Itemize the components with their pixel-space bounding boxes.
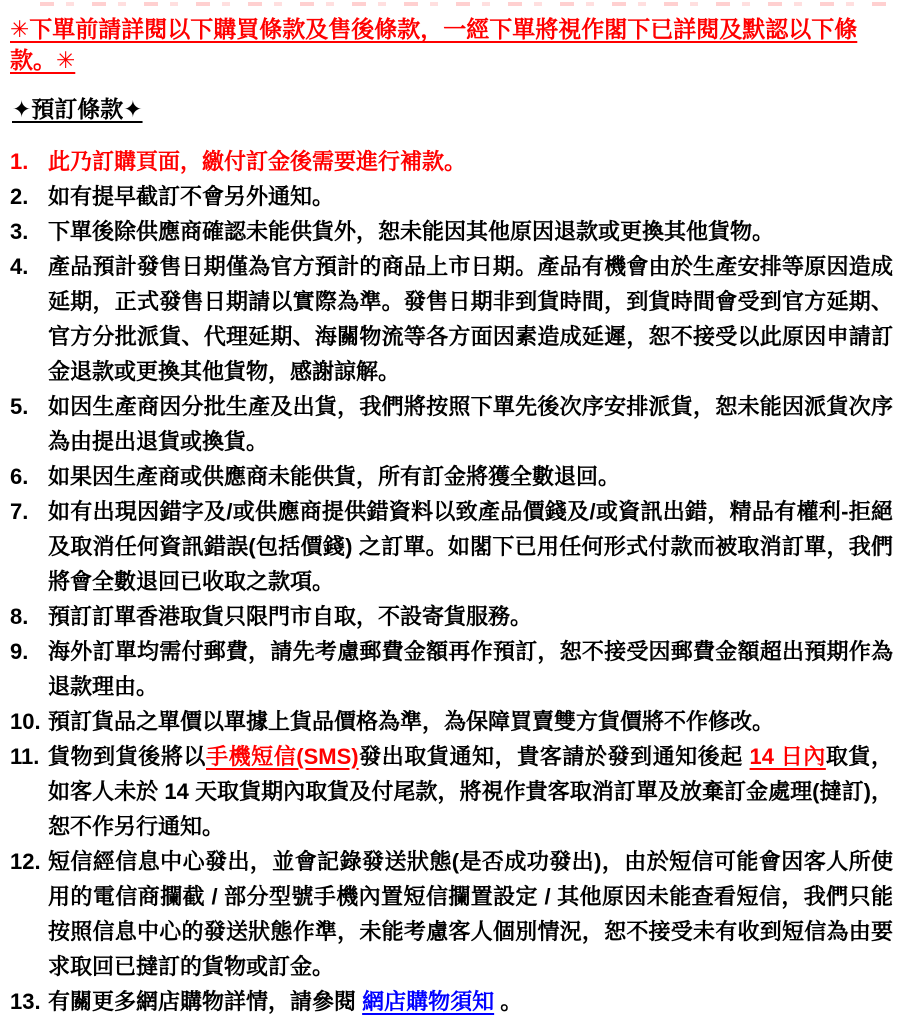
term-segment: 如有提早截訂不會另外通知。 bbox=[48, 184, 335, 209]
term-text bbox=[48, 249, 893, 389]
cropped-text-strip bbox=[40, 2, 887, 6]
term-number: 7. bbox=[10, 499, 29, 524]
term-text bbox=[48, 389, 893, 459]
term-number: 4. bbox=[10, 254, 29, 279]
term-segment: 如因生產商因分批生產及出貨，我們將按照下單先後次序安排派貨，恕未能因派貨次序為由提出退貨或換貨。 bbox=[48, 394, 893, 454]
term-item bbox=[10, 249, 893, 389]
term-item bbox=[10, 494, 893, 599]
term-number: 5. bbox=[10, 394, 29, 419]
term-segment: 貨物到貨後將以 bbox=[48, 744, 206, 769]
term-item bbox=[10, 179, 893, 214]
term-segment: 預訂貨品之單價以單據上貨品價格為準，為保障買賣雙方貨價將不作修改。 bbox=[48, 709, 775, 734]
term-number: 3. bbox=[10, 219, 29, 244]
term-segment: 產品預計發售日期僅為官方預計的商品上市日期。產品有機會由於生產安排等原因造成延期，正式發售日期請以實際為準。發售日期非到貨時間，到貨時間會受到官方延期、官方分批派貨、代理延期、海關物流等各方面因素造成延遲，恕不接受以此原因申請訂金退款或更換其他貨物，感謝諒解。 bbox=[48, 254, 893, 384]
term-text bbox=[48, 214, 893, 249]
term-item bbox=[10, 634, 893, 704]
term-segment: 預訂訂單香港取貨只限門市自取，不設寄貨服務。 bbox=[48, 604, 533, 629]
term-number: 6. bbox=[10, 464, 29, 489]
term-segment: 發出取貨通知，貴客請於發到通知後起 bbox=[358, 744, 750, 769]
term-text bbox=[48, 494, 893, 599]
store-shopping-guide-link[interactable]: 網店購物須知 bbox=[362, 989, 495, 1014]
term-segment: 此乃訂購頁面，繳付訂金後需要進行補款。 bbox=[48, 149, 467, 174]
term-segment: 海外訂單均需付郵費，請先考慮郵費金額再作預訂，恕不接受因郵費金額超出預期作為退款理由。 bbox=[48, 639, 893, 699]
section-title bbox=[12, 94, 893, 124]
term-item bbox=[10, 599, 893, 634]
term-segment: 取貨，如客人未於 14 天取貨期內取貨及付尾款，將視作貴客取消訂單及放棄訂金處理(撻訂)，恕不作另行通知。 bbox=[48, 744, 893, 839]
purchase-notice-text: ✳下單前請詳閱以下購買條款及售後條款，一經下單將視作閣下已詳閱及默認以下條款。✳ bbox=[10, 16, 858, 73]
term-segment: 下單後除供應商確認未能供貨外，恕未能因其他原因退款或更換其他貨物。 bbox=[48, 219, 775, 244]
sms-highlight: 手機短信(SMS) bbox=[206, 744, 359, 769]
term-text bbox=[48, 704, 893, 739]
term-segment: 短信經信息中心發出，並會記錄發送狀態(是否成功發出)，由於短信可能會因客人所使用的電信商攔截 / 部分型號手機內置短信攔置設定 / 其他原因未能查看短信，我們只能按照信息中心的發送狀態作準，未能考慮客人個別情況，恕不接受未有收到短信為由要求取回已撻訂的貨物或訂金。 bbox=[48, 849, 893, 979]
term-text bbox=[48, 599, 893, 634]
term-text bbox=[48, 739, 893, 844]
term-number: 10. bbox=[10, 709, 41, 734]
term-segment: 有關更多網店購物詳情，請參閱 bbox=[48, 989, 363, 1014]
term-number: 8. bbox=[10, 604, 29, 629]
purchase-notice-header bbox=[10, 14, 893, 76]
terms-list bbox=[10, 144, 893, 1019]
section-title-text: ✦預訂條款✦ bbox=[12, 96, 143, 122]
term-text bbox=[48, 179, 893, 214]
term-item bbox=[10, 214, 893, 249]
term-text bbox=[48, 634, 893, 704]
term-item bbox=[10, 459, 893, 494]
term-number: 9. bbox=[10, 639, 29, 664]
term-number: 12. bbox=[10, 849, 41, 874]
pickup-deadline-highlight: 14 日內 bbox=[749, 744, 826, 769]
term-item bbox=[10, 144, 893, 179]
term-text bbox=[48, 844, 893, 984]
term-item bbox=[10, 389, 893, 459]
term-number: 1. bbox=[10, 149, 29, 174]
term-number: 13. bbox=[10, 989, 41, 1014]
term-text bbox=[48, 459, 893, 494]
term-segment: 如果因生產商或供應商未能供貨，所有訂金將獲全數退回。 bbox=[48, 464, 621, 489]
term-item bbox=[10, 984, 893, 1019]
term-text bbox=[48, 984, 893, 1019]
term-item bbox=[10, 704, 893, 739]
term-item bbox=[10, 739, 893, 844]
term-number: 2. bbox=[10, 184, 29, 209]
term-segment: 。 bbox=[494, 989, 523, 1014]
term-number: 11. bbox=[10, 744, 40, 769]
term-segment: 如有出現因錯字及/或供應商提供錯資料以致產品價錢及/或資訊出錯，精品有權利-拒絕及取消任何資訊錯誤(包括價錢) 之訂單。如閣下已用任何形式付款而被取消訂單，我們將會全數退回已收取之款項。 bbox=[48, 499, 893, 594]
term-item bbox=[10, 844, 893, 984]
term-text bbox=[48, 144, 893, 179]
